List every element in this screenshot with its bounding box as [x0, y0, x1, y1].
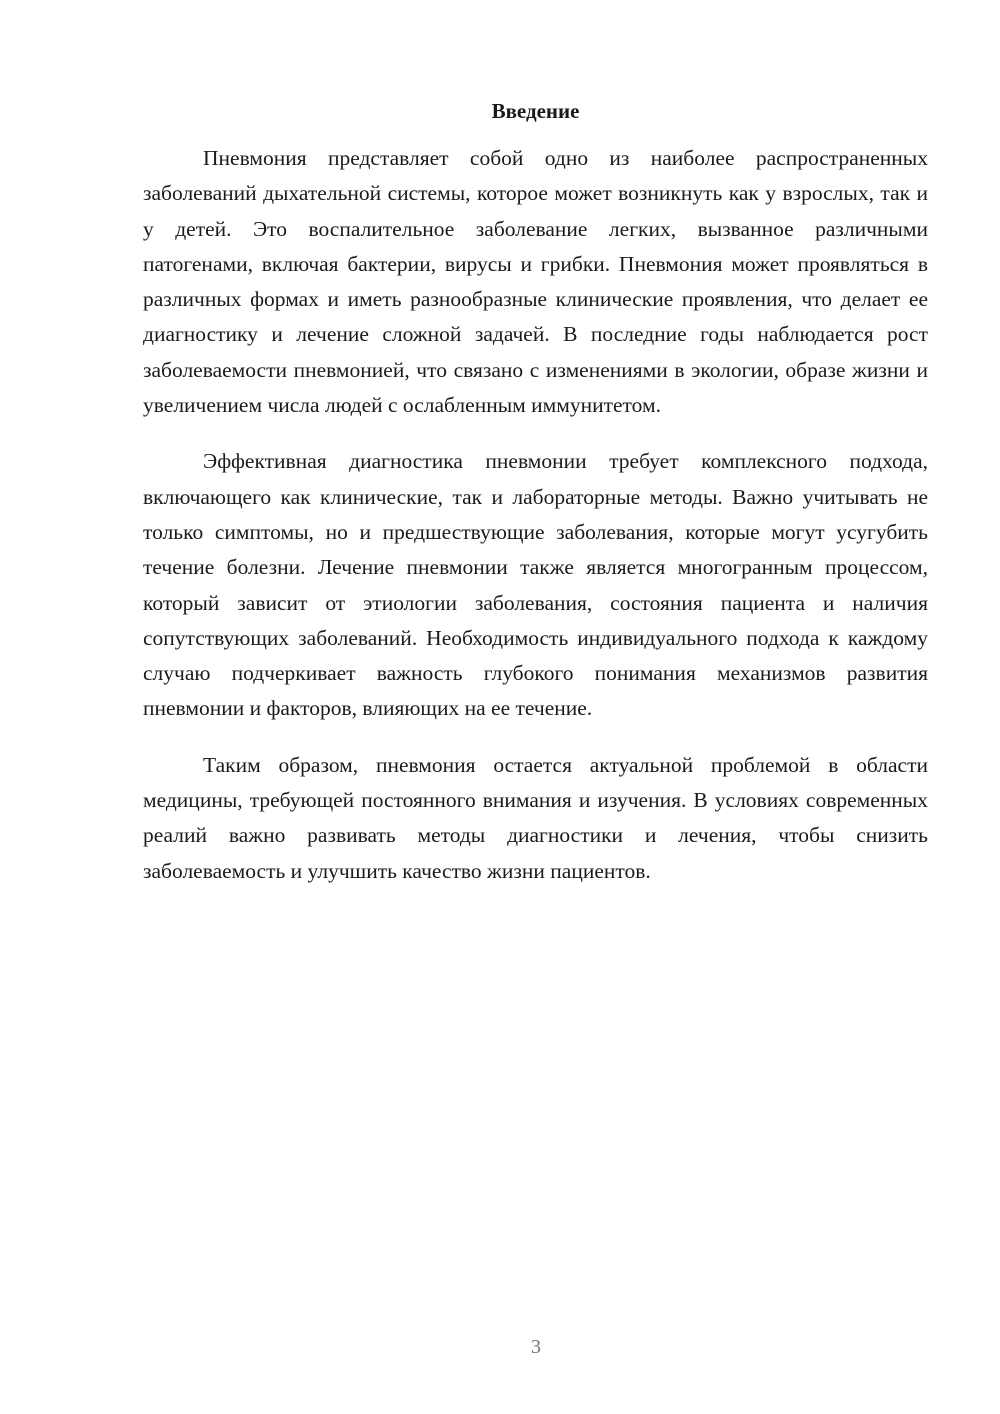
paragraph-2: Эффективная диагностика пневмонии требует комплексного подхода, включающего как клинические, так и лабораторные методы. Важно учитывать не только симптомы, но и предшествующие заболевания, которые могут усугубить течение болезни. Лечение пневмонии также является многогранным процессом, который зависит от этиологии заболевания, состояния пациента и наличия сопутствующих заболеваний. Необходимость индивидуального подхода к каждому случаю подчеркивает важность глубокого понимания механизмов развития пневмонии и факторов, влияющих на ее течение.	[143, 449, 928, 721]
paragraph-1: Пневмония представляет собой одно из наиболее распространенных заболеваний дыхательной системы, которое может возникнуть как у взрослых, так и у детей. Это воспалительное заболевание легких, вызванное различными патогенами, включая бактерии, вирусы и грибки. Пневмония может проявляться в различных формах и иметь разнообразные клинические проявления, что делает ее диагностику и лечение сложной задачей. В последние годы наблюдается рост заболеваемости пневмонией, что связано с изменениями в экологии, образе жизни и увеличением числа людей с ослабленным иммунитетом.	[143, 146, 928, 418]
page-title: Введение	[491, 99, 580, 123]
paragraph-3: Таким образом, пневмония остается актуальной проблемой в области медицины, требующей постоянного внимания и изучения. В условиях современных реалий важно развивать методы диагностики и лечения, чтобы снизить заболеваемость и улучшить качество жизни пациентов.	[143, 752, 928, 883]
page-number: 3	[531, 1336, 541, 1358]
body-text	[143, 141, 928, 910]
